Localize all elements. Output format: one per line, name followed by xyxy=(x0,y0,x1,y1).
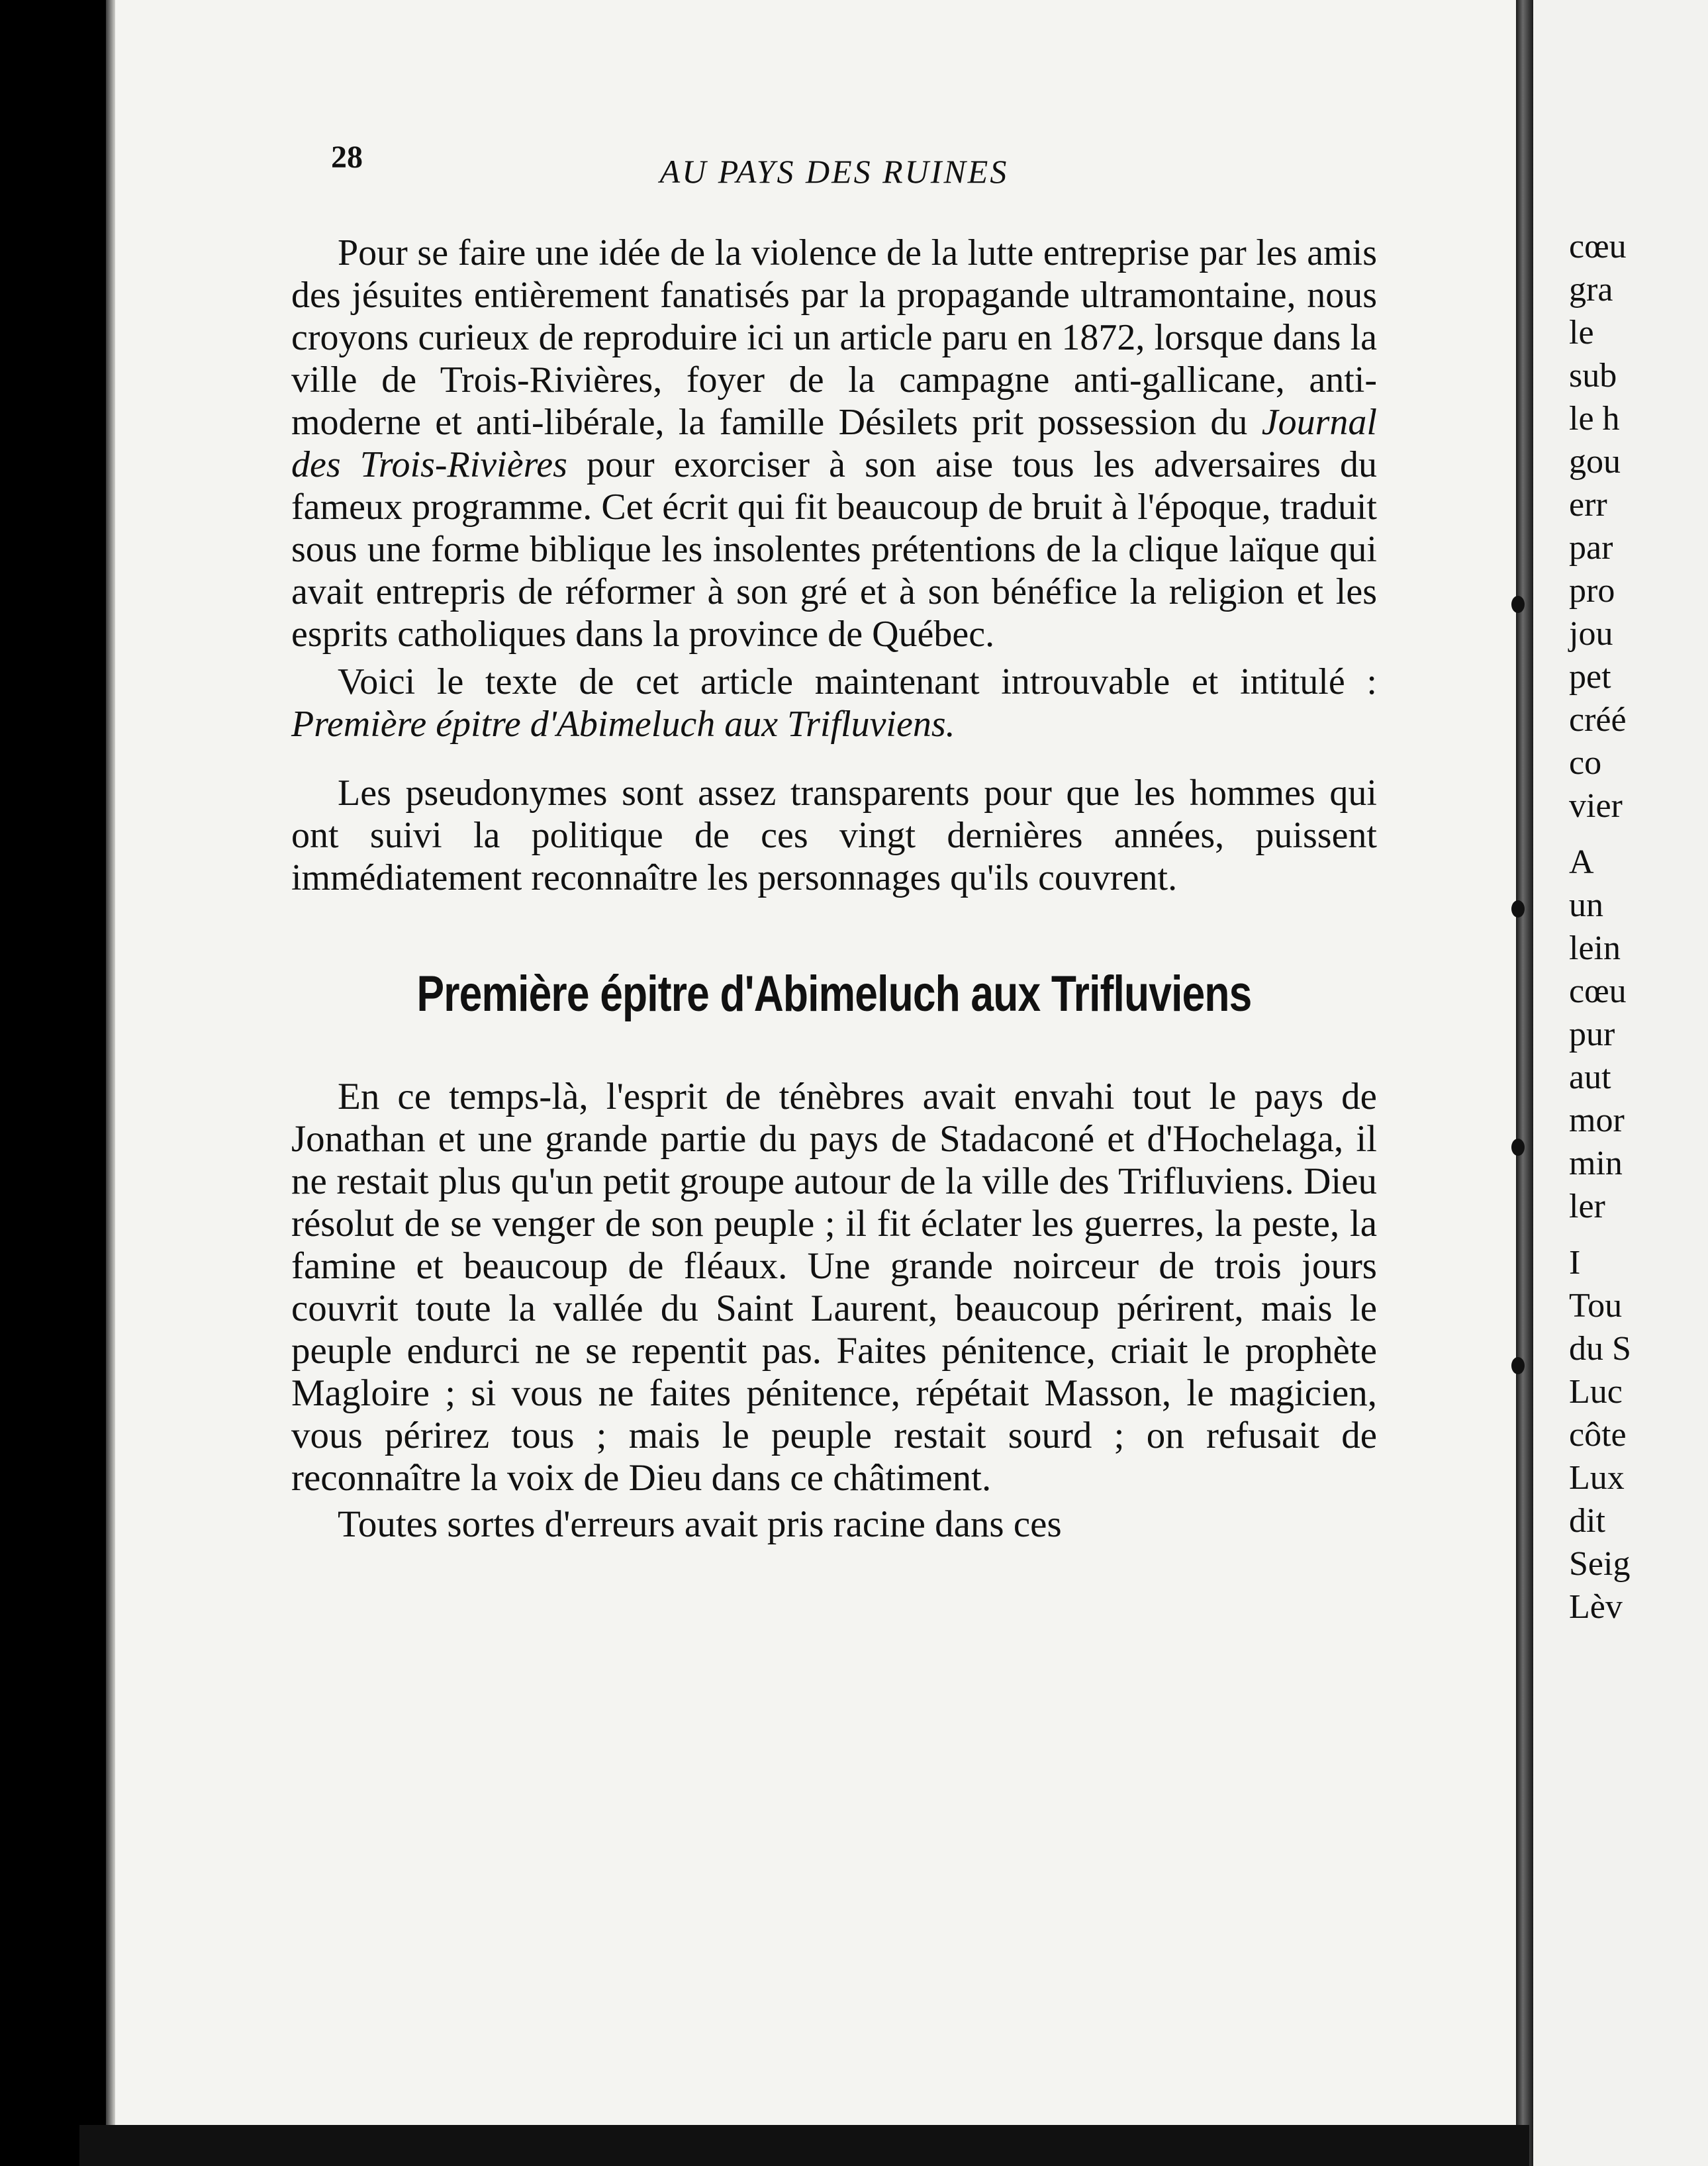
right-page-line: A xyxy=(1569,843,1594,881)
intro-paragraph xyxy=(291,661,1377,745)
binding-thread-mark xyxy=(1511,596,1525,613)
binding-thread-mark xyxy=(1511,900,1525,918)
book-gutter xyxy=(1516,0,1533,2166)
right-page-line: Seig xyxy=(1569,1545,1631,1583)
paragraph-gap xyxy=(1569,1228,1708,1241)
intro-text-start: Pour se faire une idée de la violence de la lutte entreprise par les amis des jésuites entièrement fanatisés par la propagande ultramontaine, nous croyons curieux de reproduire ici un article paru en 1872, lorsque dans la ville de Trois-Rivières, foyer de la campagne anti-gallicane, anti-moderne et anti-libérale, la famille Désilets prit possession du xyxy=(291,232,1377,443)
right-page-line: gra xyxy=(1569,271,1613,308)
right-page-line: créé xyxy=(1569,701,1627,739)
right-page-line: lein xyxy=(1569,929,1621,967)
running-head xyxy=(291,139,1377,212)
article-section xyxy=(291,1076,1377,1546)
right-page-line: cœu xyxy=(1569,228,1627,265)
page-content xyxy=(291,139,1377,1546)
right-page-line: min xyxy=(1569,1145,1623,1182)
right-page-line: jou xyxy=(1569,615,1613,653)
right-page-line: par xyxy=(1569,529,1613,567)
intro-paragraph xyxy=(291,232,1377,655)
right-page-line: sub xyxy=(1569,357,1617,395)
right-page-line: pur xyxy=(1569,1015,1615,1053)
article-title-italic: Première épitre d'Abimeluch aux Trifluviens. xyxy=(291,704,955,745)
right-page-line: le h xyxy=(1569,400,1620,438)
right-page-line: Luc xyxy=(1569,1373,1623,1411)
right-page-line: pro xyxy=(1569,572,1615,610)
right-page-line: dit xyxy=(1569,1502,1605,1540)
right-page-line: le xyxy=(1569,314,1594,352)
intro-text-end: pour exorciser à son aise tous les adversaires du fameux programme. Cet écrit qui fit beaucoup de bruit à l'époque, traduit sous une forme biblique les insolentes prétentions de la clique laïque qui avait entrepris de réformer à son gré et à son bénéfice la religion et les esprits catholiques dans la province de Québec. xyxy=(291,444,1377,655)
right-page-line: côte xyxy=(1569,1416,1627,1454)
right-page-line: gou xyxy=(1569,443,1621,481)
right-page-line: mor xyxy=(1569,1102,1625,1139)
right-page-line: aut xyxy=(1569,1059,1611,1096)
binding-thread-mark xyxy=(1511,1357,1525,1374)
right-page-line: ler xyxy=(1569,1188,1605,1225)
section-title: Première épitre d'Abimeluch aux Trifluviens xyxy=(416,966,1252,1022)
binding-thread-mark xyxy=(1511,1139,1525,1156)
paragraph-gap xyxy=(1569,827,1708,841)
right-page-line: vier xyxy=(1569,787,1623,825)
right-page-line: Tou xyxy=(1569,1287,1623,1325)
book-title: AU PAYS DES RUINES xyxy=(659,153,1009,190)
journal-title: Journal des Trois-Rivières xyxy=(291,402,1377,485)
right-page-line: err xyxy=(1569,486,1607,524)
right-page-line: Lèv xyxy=(1569,1588,1623,1626)
right-page-line: co xyxy=(1569,744,1602,782)
right-page-text-fragments xyxy=(1569,225,1708,1628)
page-number: 28 xyxy=(331,140,363,175)
intro-text: Voici le texte de cet article maintenant introuvable et intitulé : xyxy=(338,661,1377,702)
right-page-line: I xyxy=(1569,1244,1581,1282)
intro-section xyxy=(291,232,1377,899)
right-page-line: un xyxy=(1569,886,1603,924)
right-page-line: cœu xyxy=(1569,972,1627,1010)
article-paragraph: Toutes sortes d'erreurs avait pris racine dans ces xyxy=(338,1503,1062,1545)
intro-paragraph: Les pseudonymes sont assez transparents pour que les hommes qui ont suivi la politique de ces vingt dernières années, puissent immédiatement reconnaître les personnages qu'ils couvrent. xyxy=(291,773,1377,898)
right-page-line: pet xyxy=(1569,658,1611,696)
page-bottom-edge xyxy=(79,2125,1529,2166)
right-page-line: du S xyxy=(1569,1330,1631,1368)
article-paragraph: En ce temps-là, l'esprit de ténèbres avait envahi tout le pays de Jonathan et une grande partie du pays de Stadaconé et d'Hochelaga, il ne restait plus qu'un petit groupe autour de la ville des Trifluviens. Dieu résolut de se venger de son peuple ; il fit éclater les guerres, la peste, la famine et beaucoup de fléaux. Une grande noirceur de trois jours couvrit toute la vallée du Saint Laurent, beaucoup périrent, mais le peuple endurci ne se repentit pas. Faites pénitence, criait le prophète Magloire ; si vous ne faites pénitence, répétait Masson, le magicien, vous périrez tous ; mais le peuple restait sourd ; on refusait de reconnaître la voix de Dieu dans ce châtiment. xyxy=(291,1076,1377,1499)
right-page-line: Lux xyxy=(1569,1459,1625,1497)
